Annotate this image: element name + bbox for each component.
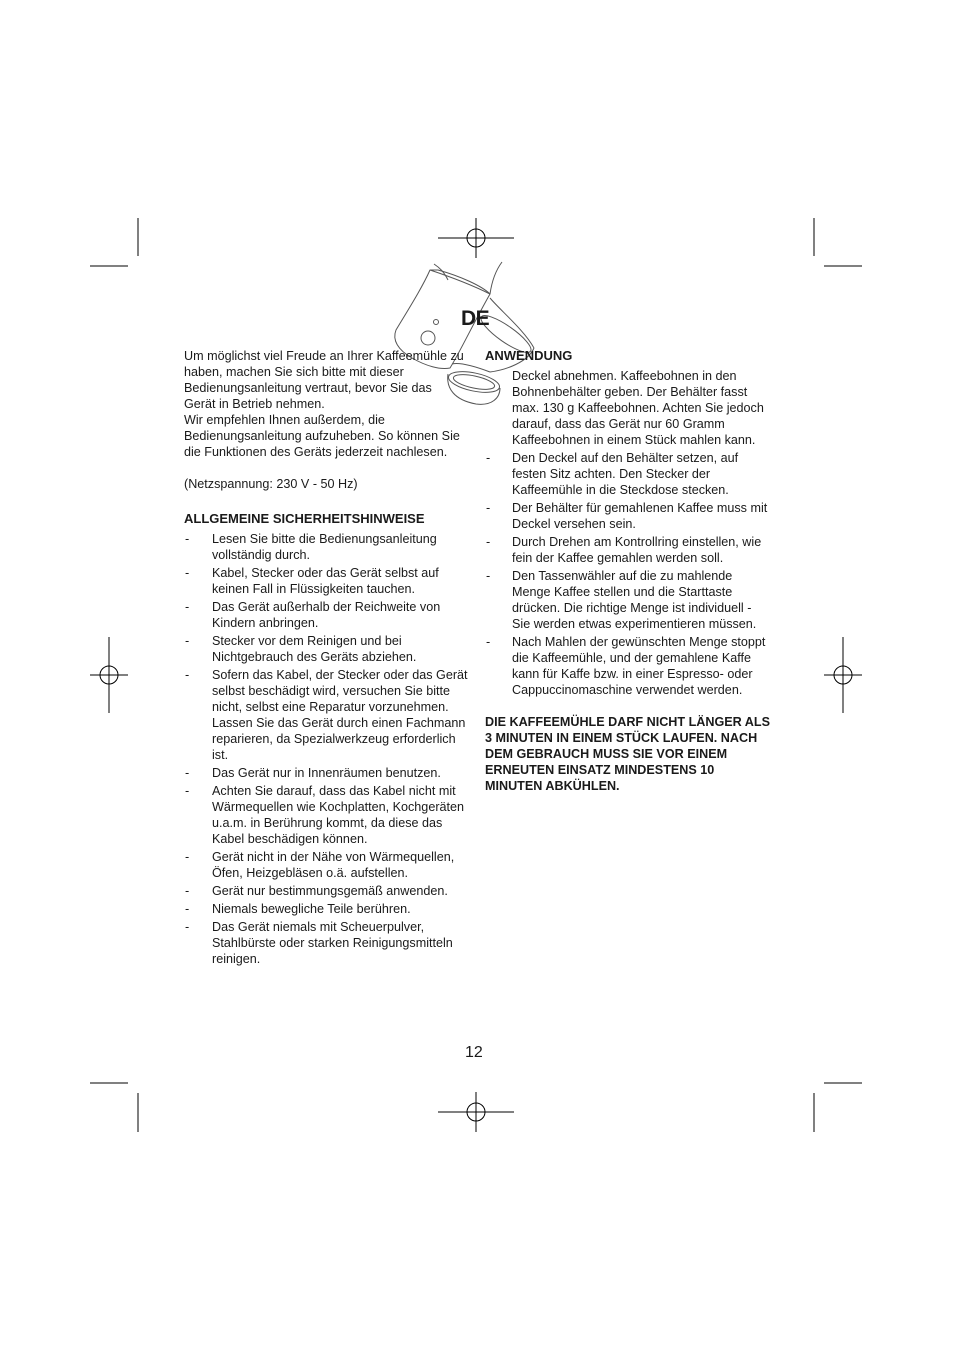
list-item-text: Das Gerät außerhalb der Reichweite von Kindern anbringen. xyxy=(212,600,441,630)
list-item-text: Sofern das Kabel, der Stecker oder das Gerät selbst beschädigt wird, versuchen Sie bitte nicht, selbst eine Reparatur vorzunehmen. Lassen Sie das Gerät durch einen Fachmann reparieren, da Spezialwerkzeug erforderlich ist. xyxy=(212,668,468,762)
list-dash: - xyxy=(185,850,190,864)
list-item-text: Kabel, Stecker oder das Gerät selbst auf keinen Fall in Flüssigkeiten tauchen. xyxy=(212,566,439,596)
list-dash: - xyxy=(185,884,190,898)
list-dash: - xyxy=(486,451,491,465)
list-dash: - xyxy=(486,535,491,549)
warning-text: DIE KAFFEEMÜHLE DARF NICHT LÄNGER ALS 3 MINUTEN IN EINEM STÜCK LAUFEN. NACH DEM GEBRAUCH MUSS SIE VOR EINEM ERNEUTEN EINSATZ MINDESTENS 10 MINUTEN ABKÜHLEN. xyxy=(485,715,770,793)
list-item-text: Stecker vor dem Reinigen und bei Nichtgebrauch des Geräts abziehen. xyxy=(212,634,417,664)
list-item-text: Gerät nicht in der Nähe von Wärmequellen, Öfen, Heizgebläsen o.ä. aufstellen. xyxy=(212,850,455,880)
list-dash: - xyxy=(486,569,491,583)
list-item xyxy=(184,765,469,781)
registration-mark-top xyxy=(438,218,514,258)
list-item-text: Gerät nur bestimmungsgemäß anwenden. xyxy=(212,884,448,898)
list-item xyxy=(485,534,770,566)
list-item xyxy=(184,599,469,631)
list-item xyxy=(184,919,469,967)
left-column xyxy=(184,348,469,969)
list-dash: - xyxy=(185,920,190,934)
list-dash: - xyxy=(185,766,190,780)
list-item xyxy=(485,500,770,532)
registration-mark-bottom xyxy=(438,1092,514,1132)
list-dash: - xyxy=(185,634,190,648)
list-item xyxy=(184,901,469,917)
list-item xyxy=(184,783,469,847)
registration-mark-left xyxy=(90,637,128,713)
list-item-text: Durch Drehen am Kontrollring einstellen, wie fein der Kaffee gemahlen werden soll. xyxy=(512,535,762,565)
list-item xyxy=(485,634,770,698)
list-dash: - xyxy=(185,902,190,916)
language-tab: DE xyxy=(461,307,490,330)
list-dash: - xyxy=(486,501,491,515)
list-dash: - xyxy=(185,600,190,614)
list-item xyxy=(485,368,770,448)
list-dash: - xyxy=(185,566,190,580)
list-item xyxy=(184,531,469,563)
safety-list xyxy=(184,531,469,967)
intro-paragraph: Um möglichst viel Freude an Ihrer Kaffeemühle zu haben, machen Sie sich bitte mit dieser Bedienungsanleitung vertraut, bevor Sie das Gerät in Betrieb nehmen. xyxy=(184,349,464,411)
intro-paragraph: Wir empfehlen Ihnen außerdem, die Bedienungsanleitung aufzuheben. So können Sie die Funktionen des Geräts jederzeit nachlesen. xyxy=(184,413,460,459)
list-item-text: Den Deckel auf den Behälter setzen, auf festen Sitz achten. Den Stecker der Kaffeemühle in die Steckdose stecken. xyxy=(512,451,739,497)
page-number: 12 xyxy=(465,1044,483,1061)
list-item xyxy=(184,849,469,881)
registration-mark-right xyxy=(824,637,862,713)
list-item-text: Das Gerät nur in Innenräumen benutzen. xyxy=(212,766,441,780)
list-item-text: Deckel abnehmen. Kaffeebohnen in den Bohnenbehälter geben. Der Behälter fasst max. 130 g Kaffeebohnen. Achten Sie jedoch darauf, dass das Gerät nur 60 Gramm Kaffeebohnen in einem Stück mahlen kann. xyxy=(512,369,764,447)
list-item xyxy=(184,633,469,665)
list-item xyxy=(485,568,770,632)
list-item-text: Achten Sie darauf, dass das Kabel nicht mit Wärmequellen wie Kochplatten, Kochgeräten u.a.m. in Berührung kommt, da diese das Kabel beschädigen können. xyxy=(212,784,465,846)
usage-list xyxy=(485,368,770,698)
list-item xyxy=(485,450,770,498)
list-item xyxy=(184,883,469,899)
usage-heading: ANWENDUNG xyxy=(485,348,573,363)
list-item-text: Der Behälter für gemahlenen Kaffee muss mit Deckel versehen sein. xyxy=(512,501,768,531)
list-dash: - xyxy=(185,784,190,798)
list-item-text: Lesen Sie bitte die Bedienungsanleitung vollständig durch. xyxy=(212,532,437,562)
right-column xyxy=(485,348,770,794)
list-item-text: Niemals bewegliche Teile berühren. xyxy=(212,902,411,916)
list-item xyxy=(184,565,469,597)
list-item-text: Den Tassenwähler auf die zu mahlende Menge Kaffee stellen und die Starttaste drücken. Die richtige Menge ist individuell - Sie werden etwas experimentieren müssen. xyxy=(512,569,757,631)
safety-heading: ALLGEMEINE SICHERHEITSHINWEISE xyxy=(184,511,425,526)
list-dash: - xyxy=(185,532,190,546)
list-dash: - xyxy=(185,668,190,682)
intro-text xyxy=(184,348,466,492)
list-item-text: Das Gerät niemals mit Scheuerpulver, Stahlbürste oder starken Reinigungsmitteln reinigen. xyxy=(212,920,453,966)
list-dash: - xyxy=(486,635,491,649)
list-item-text: Nach Mahlen der gewünschten Menge stoppt die Kaffeemühle, und der gemahlene Kaffe kann für Kaffe bzw. in einer Espresso- oder Cappuccinomaschine verwendet werden. xyxy=(512,635,766,697)
voltage-note: (Netzspannung: 230 V - 50 Hz) xyxy=(184,477,358,491)
list-item xyxy=(184,667,469,763)
